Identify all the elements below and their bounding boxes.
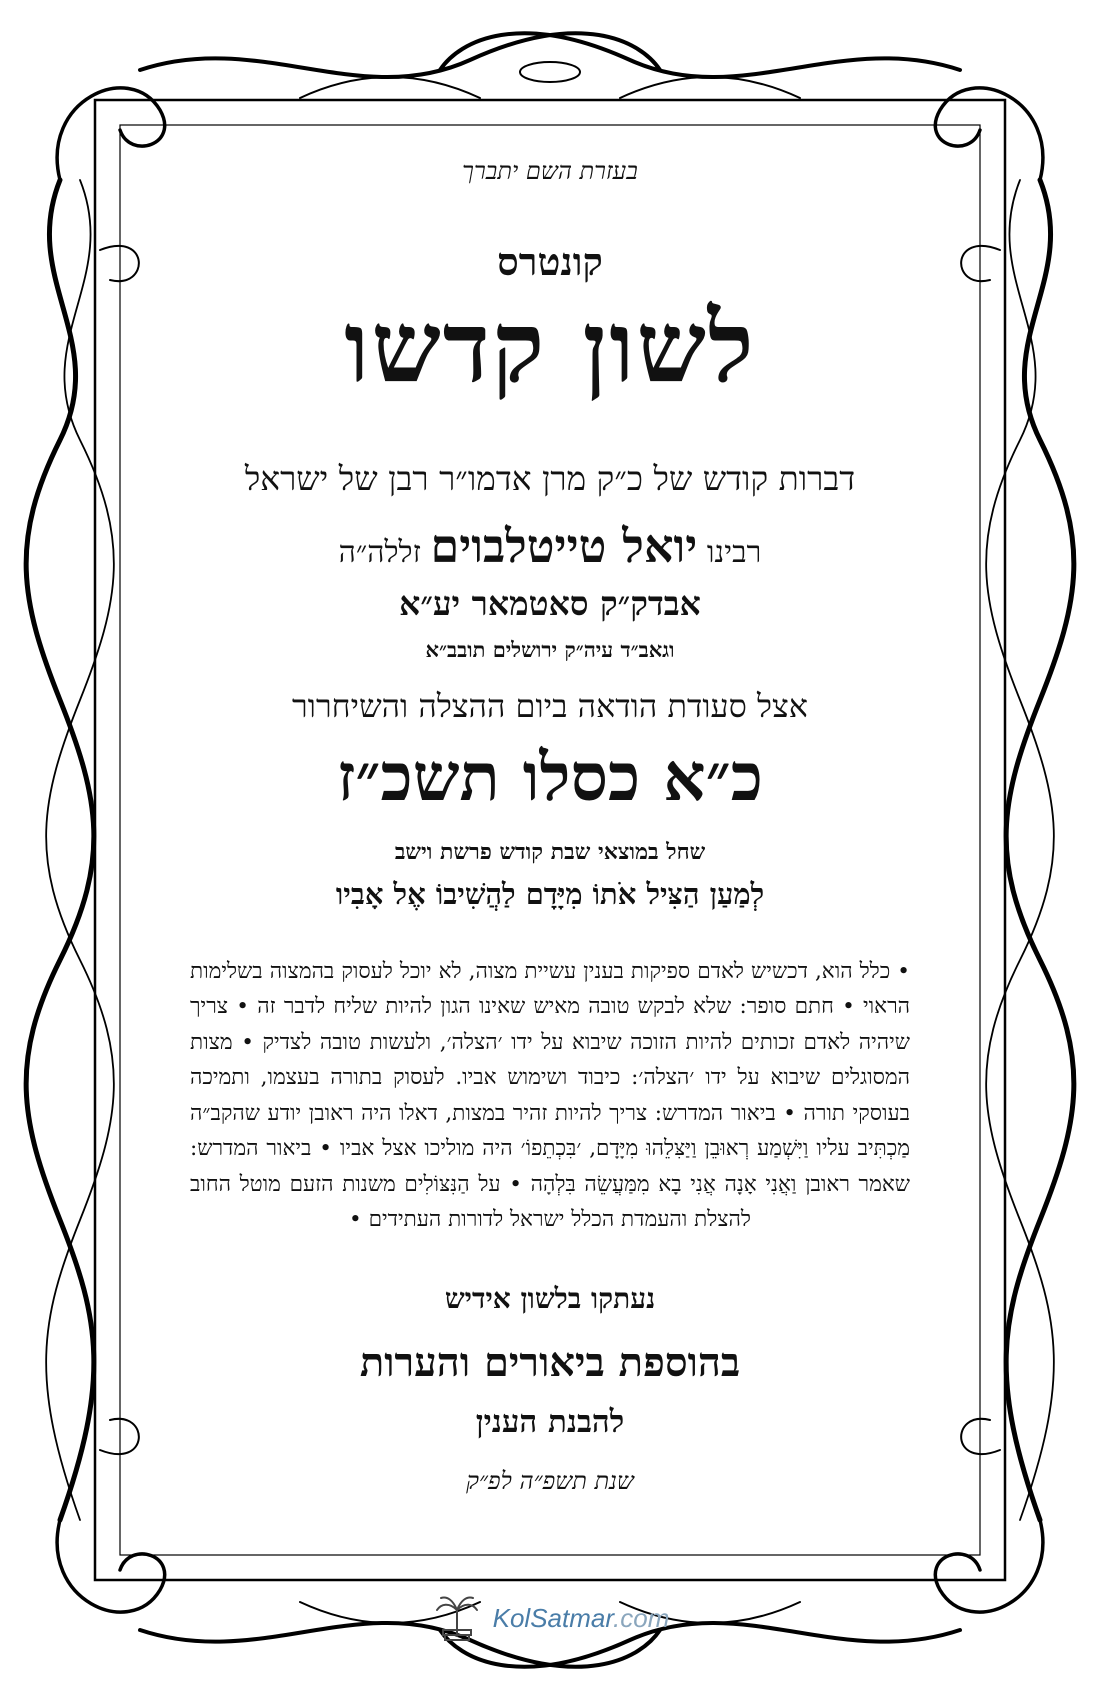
rebbe-name-line: [150, 520, 950, 573]
site-footer: [0, 1588, 1100, 1648]
occasion-line: אצל סעודת הודאה ביום ההצלה והשיחרור: [292, 687, 808, 725]
palm-tree-books-icon: [431, 1592, 483, 1644]
title-page: [150, 140, 950, 1530]
additions-line: בהוספת ביאורים והערות: [359, 1339, 741, 1386]
date-line: כ״א כסלו תשכ״ז: [337, 738, 763, 816]
divrei-kodesh-line: דברות קודש של כ״ק מרן אדמו״ר רבן של ישראל: [244, 459, 856, 498]
rabeinu-suffix: זללה״ה: [338, 535, 421, 570]
brand-name: KolSatmar: [492, 1602, 614, 1633]
shachal-line: שחל במוצאי שבת קודש פרשת וישב: [394, 839, 706, 865]
rabeinu-prefix: רבינו: [706, 535, 762, 570]
rabeinu-name: יואל טייטלבוים: [430, 519, 698, 573]
summary-paragraph: • כלל הוא, דכשיש לאדם ספיקות בענין עשיית מצוה, לא יוכל לעסוק בהמצוה בשלימות הראוי • חתם סופר: שלא לבקש טובה מאיש שאינו הגון להיות שליח לדבר זה • צריך שיהיה לאדם זכותים להיות הזוכה שיבוא על ידו ׳הצלה׳, ולעשות טובה לצדיק • מצות המסוגלים שיבוא על ידו ׳הצלה׳: כיבוד ושימוש אביו. לעסוק בתורה בעצמו, ותמיכה בעוסקי תורה • ביאור המדרש: צריך להיות זהיר במצות, דאלו היה ראובן יודע שהקב״ה מַכְתִּיב עליו וַיִּשְׁמַע רְאוּבֵן וַיַּצִּלֵהוּ מִיָּדָם, ׳בִּכְתֵפוֹ׳ היה מוליכו אצל אביו • ביאור המדרש: שאמר ראובן וַאֲנִי אָנָה אֲנִי בָא מִמַּעֲשֵׂה בִּלְהָה • על הַנִּצּוֹלִים משנות הזעם מוטל החוב להצלת והעמדת הכלל ישראל לדורות העתידים •: [190, 958, 910, 1232]
basad-header: בעזרת השם יתברך: [462, 157, 638, 185]
vegavad-line: וגאב״ד עיה״ק ירושלים תובב״א: [425, 637, 675, 662]
brand-domain: .com: [613, 1602, 670, 1633]
site-brand[interactable]: [493, 1603, 670, 1634]
avdak-line: אבדק״ק סאטמאר יע״א: [399, 584, 701, 623]
pasuk-line: לְמַעַן הַצִּיל אֹתוֹ מִיָּדָם לַהֲשִׁיבוֹ אֶל אָבִיו: [335, 877, 765, 911]
translated-line: נעתקו בלשון אידיש: [444, 1282, 656, 1315]
book-title: לשון קדשו: [344, 290, 756, 405]
purpose-line: להבנת הענין: [475, 1404, 625, 1440]
kuntres-label: קונטרס: [497, 239, 603, 284]
year-line: שנת תשפ״ה לפ״ק: [466, 1467, 634, 1495]
